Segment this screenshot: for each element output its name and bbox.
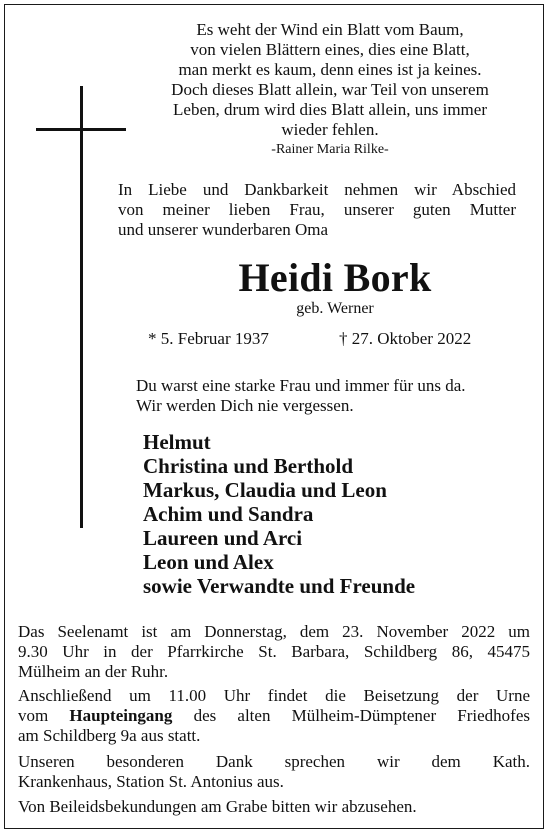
poem-line: Doch dieses Blatt allein, war Teil von unserem	[171, 80, 489, 99]
service-info	[18, 622, 530, 682]
poem-line: man merkt es kaum, denn eines ist ja keines.	[178, 60, 482, 79]
info-line: 9.30 Uhr in der Pfarrkirche St. Barbara, Schildberg 86, 45475	[18, 642, 530, 661]
info-line: Mülheim an der Ruhr.	[18, 662, 169, 681]
cross-bar	[36, 128, 126, 131]
info-line: Anschließend um 11.00 Uhr findet die Beisetzung der Urne	[18, 686, 530, 705]
family-member: Laureen und Arci	[143, 526, 303, 550]
condolences-info	[18, 797, 530, 817]
info-line: am Schildberg 9a aus statt.	[18, 726, 201, 745]
family-list	[143, 430, 415, 598]
quote	[136, 376, 466, 416]
family-member: Helmut	[143, 430, 211, 454]
info-line: Krankenhaus, Station St. Antonius aus.	[18, 772, 284, 791]
family-member: Christina und Berthold	[143, 454, 354, 478]
intro-text	[118, 180, 516, 240]
family-member: Leon und Alex	[143, 550, 274, 574]
death-date: † 27. Oktober 2022	[339, 329, 472, 348]
intro-line: und unserer wunderbaren Oma	[118, 220, 329, 239]
poem-line: von vielen Blättern eines, dies eine Blatt,	[190, 40, 470, 59]
cross-icon	[80, 86, 83, 528]
info-line: Von Beileidsbekundungen am Grabe bitten wir abzusehen.	[18, 797, 417, 816]
family-member: Achim und Sandra	[143, 502, 314, 526]
thanks-info	[18, 752, 530, 792]
info-line: Unseren besonderen Dank sprechen wir dem Kath.	[18, 752, 530, 771]
info-text: vom	[18, 706, 70, 725]
info-text: des alten Mülheim-Dümptener Friedhofes	[172, 706, 530, 725]
birth-date: * 5. Februar 1937	[148, 329, 269, 348]
poem-line: wieder fehlen.	[281, 120, 379, 139]
birth-name: geb. Werner	[296, 300, 374, 317]
info-line: Das Seelenamt ist am Donnerstag, dem 23. November 2022 um	[18, 622, 530, 641]
quote-line: Wir werden Dich nie vergessen.	[136, 396, 354, 415]
intro-line: von meiner lieben Frau, unserer guten Mutter	[118, 200, 516, 219]
poem-line: Es weht der Wind ein Blatt vom Baum,	[196, 20, 464, 39]
info-emphasis: Haupteingang	[69, 706, 173, 725]
poem-line: Leben, drum wird dies Blatt allein, uns immer	[173, 100, 487, 119]
family-member: sowie Verwandte und Freunde	[143, 574, 416, 598]
poem	[140, 20, 520, 159]
intro-line: In Liebe und Dankbarkeit nehmen wir Abschied	[118, 180, 516, 199]
info-line	[18, 706, 530, 726]
poem-author: -Rainer Maria Rilke-	[271, 142, 389, 157]
quote-line: Du warst eine starke Frau und immer für uns da.	[136, 376, 466, 395]
family-member: Markus, Claudia und Leon	[143, 478, 387, 502]
deceased-name: Heidi Bork	[238, 255, 432, 300]
burial-info	[18, 686, 530, 746]
